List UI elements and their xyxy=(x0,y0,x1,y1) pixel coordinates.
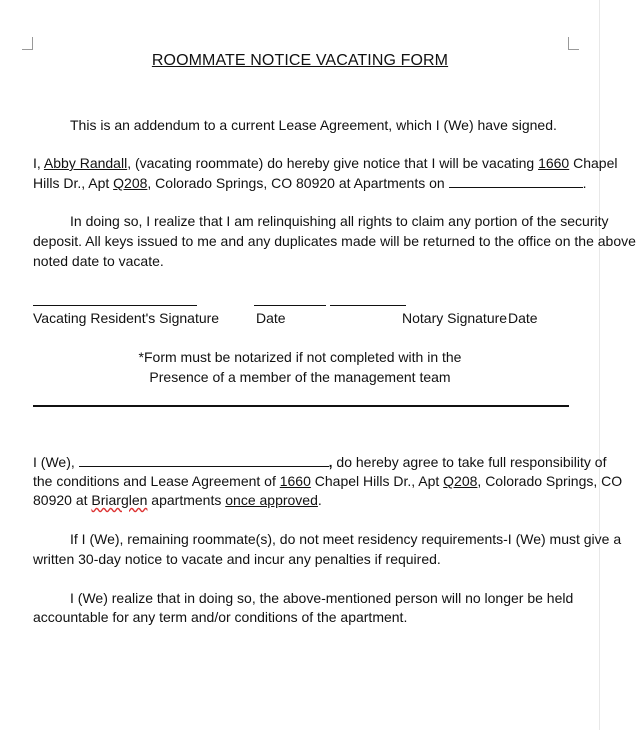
notary-signature-line[interactable] xyxy=(330,305,406,306)
agreement-prefix: I (We), xyxy=(33,454,79,470)
notice-city: , Colorado Springs, CO 80920 at Apartments on xyxy=(147,175,449,191)
agreement-apartments: apartments xyxy=(147,492,226,508)
notice-line-2 xyxy=(33,175,586,191)
requirements-line-2: written 30-day notice to vacate and incur any penalties if required. xyxy=(33,551,441,567)
resident-signature-line[interactable] xyxy=(33,305,197,306)
notice-end: . xyxy=(582,175,587,191)
relinquish-line-2: deposit. All keys issued to me and any duplicates made will be returned to the office on the above xyxy=(33,233,636,249)
agreement-zip: 80920 at xyxy=(33,492,92,508)
street-name: Chapel xyxy=(569,155,618,171)
notary-signature-label: Notary Signature xyxy=(402,310,508,326)
notice-line-1 xyxy=(33,155,617,171)
crop-mark-top-right xyxy=(568,37,579,50)
agreement-rest: do hereby agree to take full responsibility of xyxy=(332,454,607,470)
once-approved-text: once approved xyxy=(225,492,318,508)
requirements-line-1: If I (We), remaining roommate(s), do not meet residency requirements-I (We) must give a xyxy=(70,531,622,547)
vacating-roommate-name: Abby Randall xyxy=(43,155,128,171)
remaining-roommate-name-blank[interactable] xyxy=(79,465,329,467)
form-title: ROOMMATE NOTICE VACATING FORM xyxy=(151,52,449,69)
notice-prefix: I, xyxy=(33,155,44,171)
agreement-end: . xyxy=(317,492,322,508)
agreement-apartment-number: Q208 xyxy=(443,473,478,489)
agreement-city: , Colorado Springs, CO xyxy=(477,473,623,489)
relinquish-line-3: noted date to vacate. xyxy=(33,253,164,269)
apartment-number: Q208 xyxy=(113,175,148,191)
apartment-complex-name: Briarglen xyxy=(91,492,148,508)
accountability-line-1: I (We) realize that in doing so, the above-mentioned person will no longer be held xyxy=(70,590,574,606)
accountability-line-2: accountable for any term and/or conditions of the apartment. xyxy=(33,609,408,625)
notice-mid: , (vacating roommate) do hereby give notice that I will be vacating xyxy=(127,155,539,171)
date-line-1[interactable] xyxy=(254,305,326,306)
agreement-street-number: 1660 xyxy=(279,473,311,489)
agreement-conditions: the conditions and Lease Agreement of xyxy=(33,473,280,489)
relinquish-line-1: In doing so, I realize that I am relinquishing all rights to claim any portion of the security xyxy=(70,213,609,229)
date-label-1: Date xyxy=(256,310,286,326)
notarize-note-line-1: *Form must be notarized if not completed with in the xyxy=(138,349,462,365)
agreement-comma: , xyxy=(328,454,333,470)
vacate-date-blank[interactable] xyxy=(449,186,583,188)
crop-mark-top-left xyxy=(22,37,33,50)
agreement-line-2 xyxy=(33,473,622,489)
agreement-line-1 xyxy=(33,454,606,470)
section-divider xyxy=(33,405,569,407)
notarize-note-line-2: Presence of a member of the management team xyxy=(149,369,451,385)
intro-text: This is an addendum to a current Lease Agreement, which I (We) have signed. xyxy=(70,117,557,133)
notice-street: Hills Dr., Apt xyxy=(33,175,114,191)
date-label-2: Date xyxy=(508,310,538,326)
agreement-street: Chapel Hills Dr., Apt xyxy=(310,473,444,489)
resident-signature-label: Vacating Resident's Signature xyxy=(33,310,220,326)
agreement-line-3 xyxy=(33,492,322,508)
street-number: 1660 xyxy=(538,155,570,171)
